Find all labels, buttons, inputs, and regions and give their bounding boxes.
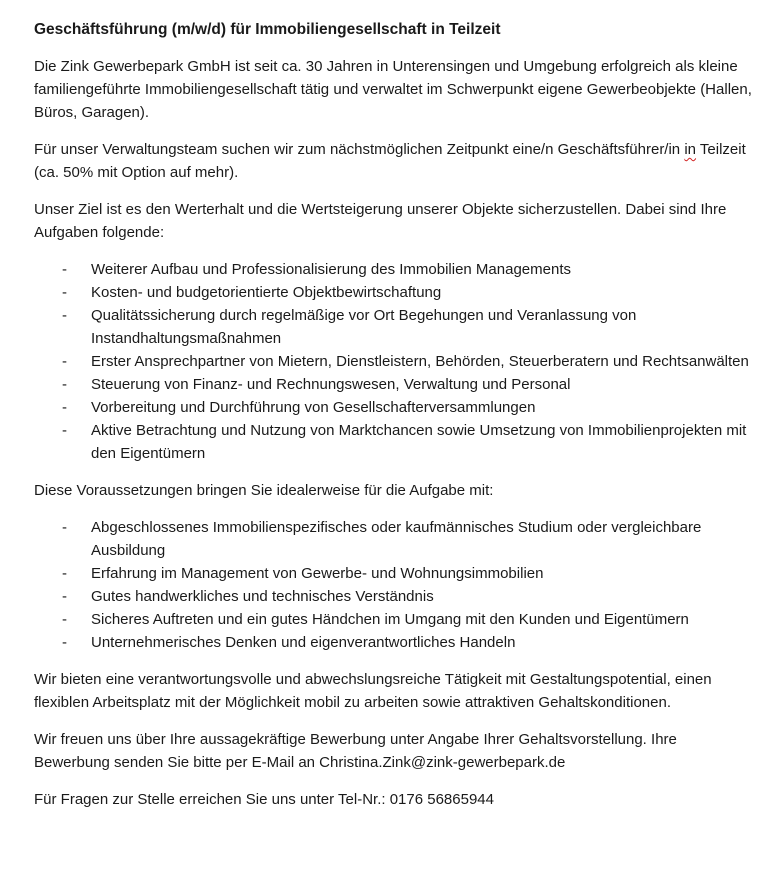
list-item: - Qualitätssicherung durch regelmäßige vor Ort Begehungen und Veranlassung von Instandhaltungsmaßnahmen [34, 304, 754, 350]
search-text-part2: Teilzeit (ca. 50% mit Option auf mehr). [34, 141, 746, 181]
document-body [34, 18, 754, 825]
intro-paragraph: Die Zink Gewerbepark GmbH ist seit ca. 30 Jahren in Unterensingen und Umgebung erfolgreich als kleine familiengeführte Immobiliengesellschaft tätig und verwaltet im Schwerpunkt eigene Gewerbeobjekte (Hallen, Büros, Garagen). [34, 58, 752, 121]
list-item: - Unternehmerisches Denken und eigenverantwortliches Handeln [34, 631, 754, 654]
list-item: - Aktive Betrachtung und Nutzung von Marktchancen sowie Umsetzung von Immobilienprojekten mit den Eigentümern [34, 419, 754, 465]
contact-paragraph: Für Fragen zur Stelle erreichen Sie uns unter Tel-Nr.: 0176 56865944 [34, 791, 494, 808]
list-item: - Weiterer Aufbau und Professionalisierung des Immobilien Managements [34, 258, 754, 281]
apply-paragraph: Wir freuen uns über Ihre aussagekräftige Bewerbung unter Angabe Ihrer Gehaltsvorstellung. Ihre Bewerbung senden Sie bitte per E-Mail an Christina.Zink@zink-gewerbepark.de [34, 731, 677, 771]
list-item: - Vorbereitung und Durchführung von Gesellschafterversammlungen [34, 396, 754, 419]
search-paragraph [34, 138, 754, 184]
offer-paragraph: Wir bieten eine verantwortungsvolle und abwechslungsreiche Tätigkeit mit Gestaltungspotential, einen flexiblen Arbeitsplatz mit der Möglichkeit mobil zu arbeiten sowie attraktiven Gehaltskonditionen. [34, 671, 712, 711]
search-text-part1: Für unser Verwaltungsteam suchen wir zum nächstmöglichen Zeitpunkt eine/n Geschäftsführer/in [34, 141, 681, 158]
list-item: - Sicheres Auftreten und ein gutes Händchen im Umgang mit den Kunden und Eigentümern [34, 608, 754, 631]
goal-paragraph: Unser Ziel ist es den Werterhalt und die Wertsteigerung unserer Objekte sicherzustellen. Dabei sind Ihre Aufgaben folgende: [34, 201, 727, 241]
list-item: - Erfahrung im Management von Gewerbe- und Wohnungsimmobilien [34, 562, 754, 585]
list-item: - Kosten- und budgetorientierte Objektbewirtschaftung [34, 281, 754, 304]
requirements-intro: Diese Voraussetzungen bringen Sie idealerweise für die Aufgabe mit: [34, 482, 494, 499]
list-item: - Abgeschlossenes Immobilienspezifisches oder kaufmännisches Studium oder vergleichbare Ausbildung [34, 516, 754, 562]
list-item: - Erster Ansprechpartner von Mietern, Dienstleistern, Behörden, Steuerberatern und Rechtsanwälten [34, 350, 754, 373]
list-item: - Gutes handwerkliches und technisches Verständnis [34, 585, 754, 608]
tasks-list [34, 258, 754, 465]
requirements-list [34, 516, 754, 654]
list-item: - Steuerung von Finanz- und Rechnungswesen, Verwaltung und Personal [34, 373, 754, 396]
spellcheck-marked-word: in [684, 141, 697, 158]
document-title: Geschäftsführung (m/w/d) für Immobiliengesellschaft in Teilzeit [34, 21, 501, 38]
